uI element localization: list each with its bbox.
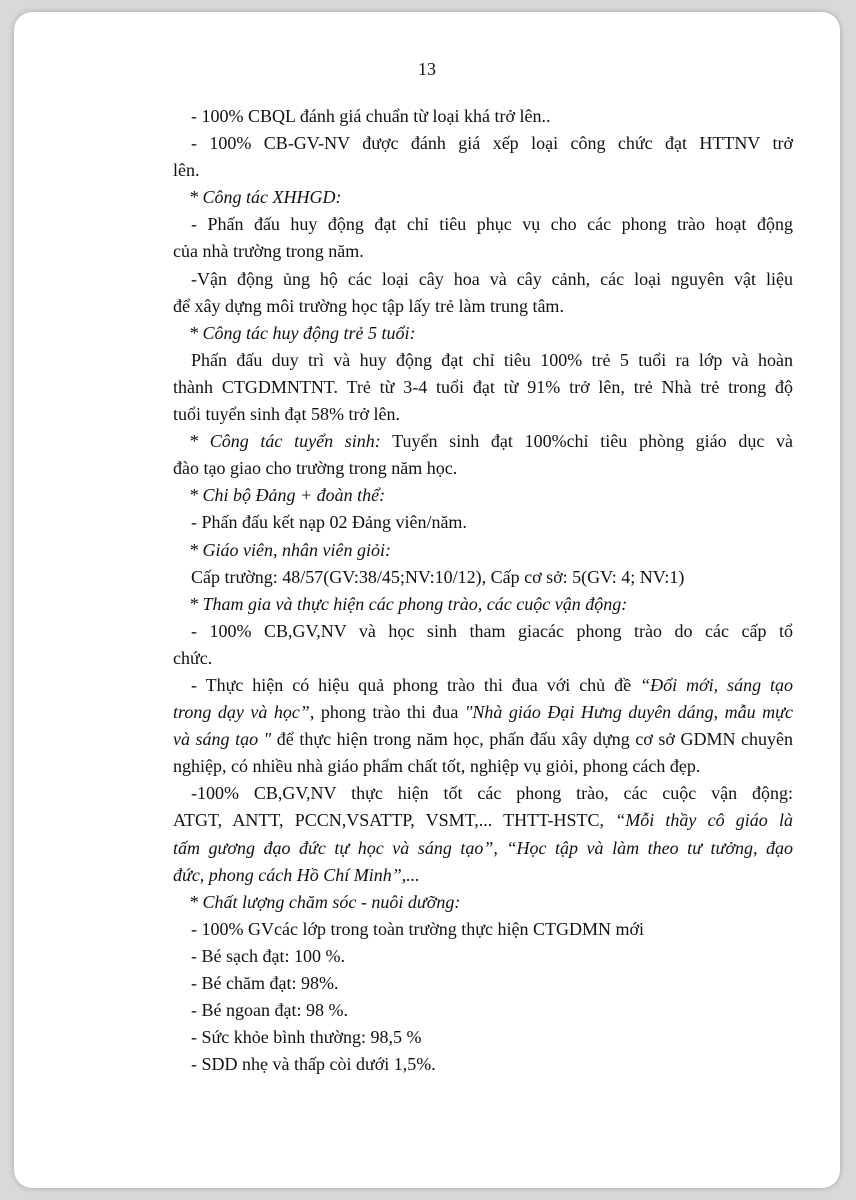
list-item-sdd: - SDD nhẹ và thấp còi dưới 1,5%. [191,1054,436,1075]
paragraph-phong-trao-line1: - 100% CB,GV,NV và học sinh tham giacác phong trào do các cấp tổ [191,620,793,641]
paragraph-huy-dong-line1: - Phấn đấu huy động đạt chỉ tiêu phục vụ cho các phong trào hoạt động [191,214,793,235]
heading-chat-luong: * Chất lượng chăm sóc - nuôi dưỡng: [189,891,461,912]
paragraph-thi-dua-line3 [173,726,793,753]
paragraph-cap-truong: Cấp trường: 48/57(GV:38/45;NV:10/12), Cấp cơ sở: 5(GV: 4; NV:1) [191,566,685,587]
list-item-be-cham: - Bé chăm đạt: 98%. [191,973,339,993]
paragraph-thi-dua-line4: nghiệp, có nhiều nhà giáo phẩm chất tốt, nghiệp vụ giỏi, phong cách đẹp. [173,756,701,777]
paragraph-cbgvnv-line2: lên. [173,160,200,181]
paragraph-phong-trao-line2: chức. [173,647,213,668]
paragraph-tre-5-tuoi-line2: thành CTGDMNTNT. Trẻ từ 3-4 tuổi đạt từ 91% trở lên, trẻ Nhà trẻ trong độ [173,376,793,397]
cuoc-van-dong-quote-a: “Mỗi thầy cô giáo là [615,810,793,831]
heading-tuyen-sinh: * Công tác tuyển sinh: [189,431,381,452]
heading-huy-dong-tre: * Công tác huy động trẻ 5 tuổi: [189,322,416,343]
heading-giao-vien-gioi: * Giáo viên, nhân viên giỏi: [189,539,391,560]
list-item-suc-khoe: - Sức khỏe bình thường: 98,5 % [191,1027,422,1048]
paragraph-tre-5-tuoi-line3: tuổi tuyển sinh đạt 58% trở lên. [173,404,400,425]
tuyen-sinh-text: Tuyển sinh đạt 100%chỉ tiêu phòng giáo dục và [380,431,793,452]
thi-dua-text-2: , phong trào thi đua [309,702,465,723]
paragraph-ket-nap: - Phấn đấu kết nạp 02 Đảng viên/năm. [191,512,467,533]
thi-dua-quote-1a: “Đổi mới, sáng tạo [640,674,794,695]
heading-xhhgd: * Công tác XHHGD: [189,187,342,208]
document-page [14,12,840,1188]
paragraph-van-dong-line1: -Vận động ủng hộ các loại cây hoa và cây cảnh, các loại nguyên vật liệu [191,268,793,289]
heading-chi-bo: * Chi bộ Đảng + đoàn thể: [189,485,386,506]
paragraph-thi-dua-line2 [173,699,793,726]
heading-tham-gia: * Tham gia và thực hiện các phong trào, các cuộc vận động: [189,593,628,614]
paragraph-tuyen-sinh-line2: đào tạo giao cho trường trong năm học. [173,458,458,479]
thi-dua-quote-2a: "Nhà giáo Đại Hưng duyên dáng, mẫu mực [464,702,793,723]
paragraph-cuoc-van-dong-line4: đức, phong cách Hồ Chí Minh”,... [173,864,420,885]
paragraph-cuoc-van-dong-line2 [173,807,793,834]
paragraph-cbgvnv-line1: - 100% CB-GV-NV được đánh giá xếp loại công chức đạt HTTNV trở [191,133,793,154]
page-number: 13 [418,59,436,79]
paragraph-huy-dong-line2: của nhà trường trong năm. [173,241,364,262]
paragraph-cbql: - 100% CBQL đánh giá chuẩn từ loại khá trở lên.. [191,106,551,126]
paragraph-cuoc-van-dong-line3: tấm gương đạo đức tự học và sáng tạo”, “Học tập và làm theo tư tưởng, đạo [173,837,793,858]
thi-dua-text-3: để thực hiện trong năm học, phấn đấu xây dựng cơ sở GDMN chuyên [271,729,793,750]
thi-dua-quote-1b: trong dạy và học” [173,702,310,723]
paragraph-van-dong-line2: để xây dựng môi trường học tập lấy trẻ làm trung tâm. [173,295,564,316]
list-item-be-ngoan: - Bé ngoan đạt: 98 %. [191,1000,348,1021]
document-body [173,103,793,1078]
list-item-gv-ctgdmn: - 100% GVcác lớp trong toàn trường thực hiện CTGDMN mới [191,918,644,939]
cuoc-van-dong-text: ATGT, ANTT, PCCN,VSATTP, VSMT,... THTT-HSTC, [173,810,616,831]
thi-dua-text-1: - Thực hiện có hiệu quả phong trào thi đua với chủ đề [191,674,641,695]
paragraph-thi-dua-line1 [173,672,793,699]
paragraph-tre-5-tuoi-line1: Phấn đấu duy trì và huy động đạt chỉ tiêu 100% trẻ 5 tuổi ra lớp và hoàn [191,349,793,370]
list-item-be-sach: - Bé sạch đạt: 100 %. [191,945,345,966]
paragraph-cuoc-van-dong-line1: -100% CB,GV,NV thực hiện tốt các phong trào, các cuộc vận động: [191,783,793,804]
thi-dua-quote-2b: và sáng tạo " [173,729,272,750]
paragraph-tuyen-sinh-line1 [173,428,793,455]
